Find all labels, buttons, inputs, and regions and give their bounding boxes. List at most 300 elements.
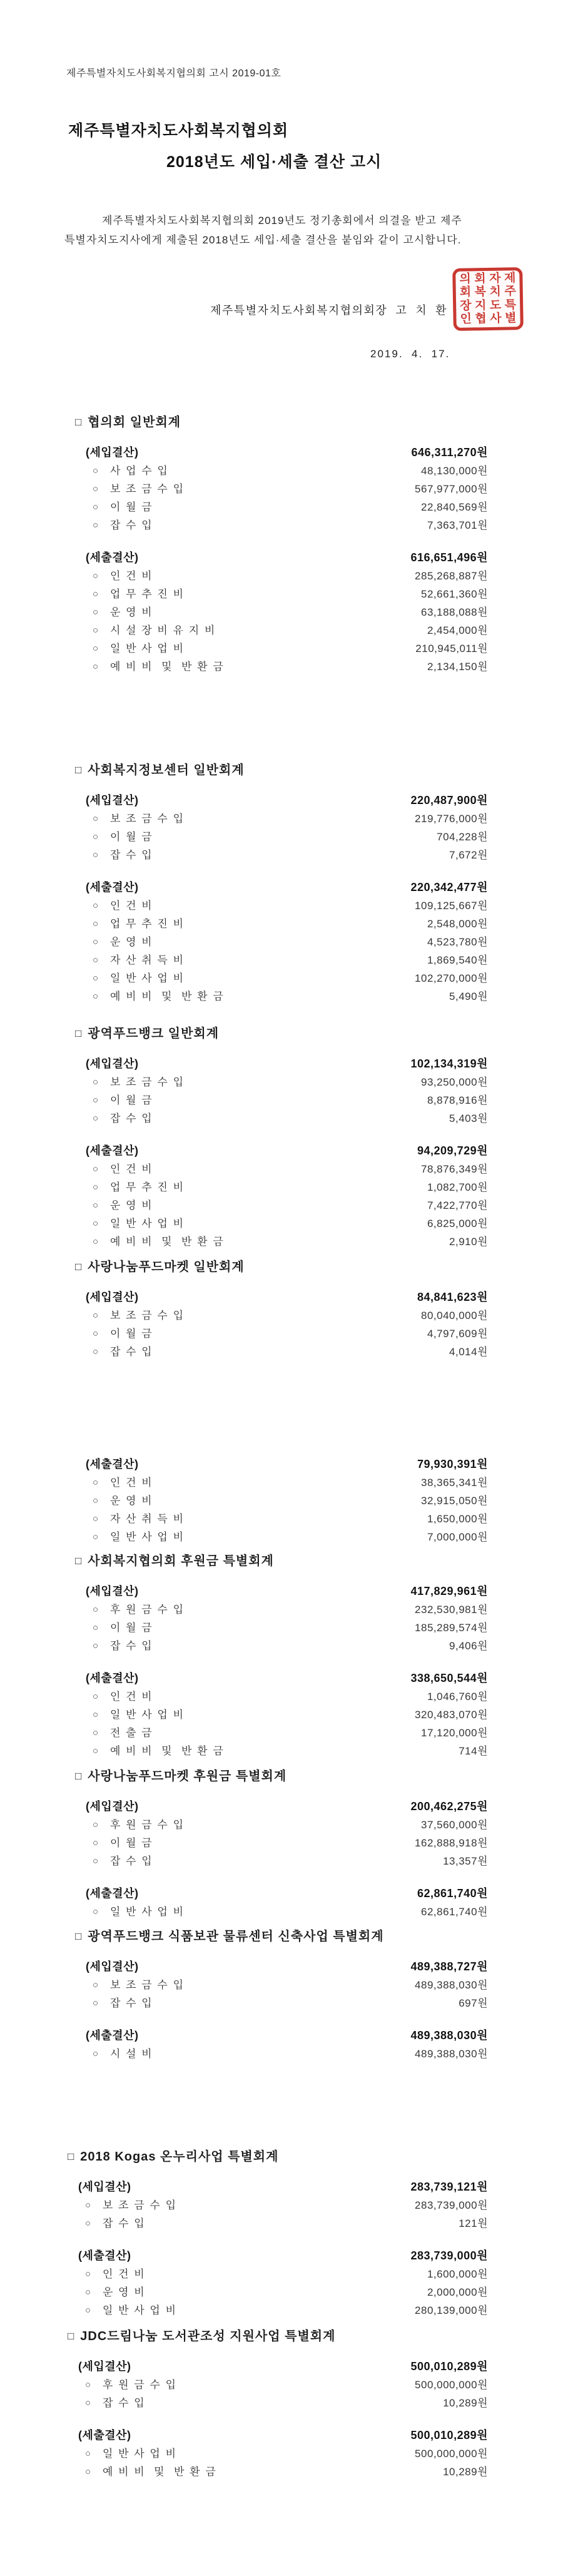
line-item-value: 2,548,000원: [427, 918, 488, 930]
line-item-row: [86, 951, 488, 969]
settlement-block-header: [78, 2426, 488, 2445]
settlement-block-total: 283,739,121원: [410, 2181, 488, 2193]
circle-bullet-icon: ○: [93, 1477, 99, 1488]
settlement-block-header: [86, 791, 488, 810]
line-item-label: 인 건 비: [110, 570, 153, 582]
line-item-label: 잡 수 입: [110, 519, 153, 531]
section-title: [75, 1769, 488, 1784]
line-item-value: 62,861,740원: [420, 1906, 488, 1918]
line-item-value: 704,228원: [437, 831, 488, 843]
line-item-row: [86, 987, 488, 1005]
circle-bullet-icon: ○: [93, 900, 99, 911]
section-title: [75, 1026, 488, 1042]
line-item-row: [78, 2196, 488, 2214]
line-item-row: [86, 1528, 488, 1546]
body-paragraph-line-1: 제주특별자치도사회복지협의회 2019년도 정기총회에서 의결을 받고 제주: [102, 215, 462, 227]
line-item-label: 보 조 금 수 입: [110, 813, 185, 825]
line-item-row: [78, 2265, 488, 2283]
line-item-row: [78, 2376, 488, 2394]
settlement-block: [75, 791, 488, 864]
settlement-block: [75, 548, 488, 676]
line-item-row: [86, 810, 488, 828]
line-item-label: 잡 수 입: [103, 2217, 146, 2229]
square-bullet-icon: □: [75, 1770, 83, 1782]
settlement-block-header: [86, 1884, 488, 1903]
seal-column: [504, 272, 517, 325]
circle-bullet-icon: ○: [93, 1236, 99, 1247]
line-item-value: 63,188,088원: [420, 606, 488, 618]
line-item-value: 2,910원: [449, 1236, 488, 1248]
settlement-block: [75, 443, 488, 534]
line-item-value: 283,739,000원: [415, 2199, 488, 2211]
section-title: [68, 2149, 488, 2165]
line-item-value: 1,650,000원: [427, 1513, 488, 1525]
line-item-row: [86, 1510, 488, 1528]
circle-bullet-icon: ○: [93, 1746, 99, 1756]
line-item-label: 예 비 비 및 반 환 금: [110, 1745, 225, 1757]
settlement-block-total: 220,487,900원: [410, 794, 488, 807]
settlement-block-label: (세출결산): [78, 2249, 131, 2262]
settlement-block-total: 417,829,961원: [410, 1585, 488, 1597]
section-title: [75, 415, 488, 430]
page-title: 2018년도 세입·세출 결산 고시: [166, 153, 382, 171]
account-section-council-general: [75, 415, 488, 676]
line-item-label: 일 반 사 업 비: [103, 2304, 178, 2316]
section-title: [75, 763, 488, 778]
settlement-block-label: (세입결산): [86, 1291, 139, 1303]
line-item-value: 697원: [459, 1997, 488, 2009]
line-item-value: 10,289원: [443, 2466, 488, 2478]
settlement-block: [75, 1884, 488, 1921]
line-item-label: 인 건 비: [110, 1691, 153, 1703]
line-item-label: 이 월 금: [110, 1837, 153, 1849]
settlement-block-header: [86, 1582, 488, 1601]
line-item-label: 일 반 사 업 비: [110, 1218, 185, 1229]
seal-character: 장: [460, 299, 472, 313]
settlement-block: [75, 1669, 488, 1760]
settlement-block-total: 102,134,319원: [410, 1057, 488, 1070]
line-item-label: 인 건 비: [110, 1477, 153, 1489]
line-item-value: 78,876,349원: [420, 1163, 488, 1175]
square-bullet-icon: □: [75, 1555, 83, 1567]
line-item-value: 210,945,011원: [415, 643, 488, 654]
line-item-value: 280,139,000원: [415, 2304, 488, 2316]
seal-character: 사: [490, 312, 502, 325]
line-item-value: 219,776,000원: [415, 813, 488, 825]
account-section-council-donation-special: [75, 1554, 488, 1760]
section-title-label: 2018 Kogas 온누리사업 특별회계: [80, 2150, 279, 2164]
square-bullet-icon: □: [75, 1261, 83, 1273]
settlement-block-header: [86, 1288, 488, 1306]
line-item-label: 전 출 금: [110, 1727, 153, 1739]
line-item-row: [86, 1816, 488, 1834]
circle-bullet-icon: ○: [93, 1691, 99, 1702]
line-item-label: 자 산 취 득 비: [110, 1513, 185, 1525]
line-item-label: 보 조 금 수 입: [110, 483, 185, 495]
settlement-block-total: 200,462,275원: [410, 1800, 488, 1813]
announcement-date: 2019. 4. 17.: [370, 348, 450, 360]
line-item-label: 보 조 금 수 입: [103, 2199, 178, 2211]
settlement-block-label: (세출결산): [86, 1458, 139, 1470]
line-item-row: [86, 1109, 488, 1128]
line-item-label: 시 설 비: [110, 2048, 153, 2060]
line-item-value: 1,082,700원: [427, 1181, 488, 1193]
line-item-value: 5,403원: [449, 1112, 488, 1124]
line-item-row: [86, 828, 488, 846]
circle-bullet-icon: ○: [93, 1980, 99, 1990]
settlement-block-header: [78, 2246, 488, 2265]
circle-bullet-icon: ○: [93, 832, 99, 842]
line-item-label: 인 건 비: [110, 900, 153, 912]
line-item-label: 시 설 장 비 유 지 비: [110, 624, 216, 636]
circle-bullet-icon: ○: [93, 607, 99, 618]
line-item-label: 인 건 비: [103, 2268, 146, 2280]
line-item-row: [86, 621, 488, 639]
settlement-block-label: (세출결산): [86, 1144, 139, 1157]
line-item-value: 489,388,030원: [415, 1979, 488, 1991]
settlement-block-label: (세입결산): [78, 2181, 131, 2193]
line-item-row: [86, 2045, 488, 2063]
line-item-value: 37,560,000원: [420, 1819, 488, 1831]
line-item-row: [86, 933, 488, 951]
circle-bullet-icon: ○: [93, 1856, 99, 1866]
circle-bullet-icon: ○: [93, 520, 99, 531]
section-title-label: 광역푸드뱅크 식품보관 물류센터 신축사업 특별회계: [88, 1930, 384, 1943]
seal-character: 지: [474, 298, 487, 313]
line-item-row: [86, 1619, 488, 1637]
line-item-value: 7,363,701원: [427, 519, 488, 531]
square-bullet-icon: □: [68, 2151, 75, 2162]
circle-bullet-icon: ○: [93, 1182, 99, 1193]
line-item-value: 8,878,916원: [427, 1094, 488, 1106]
line-item-label: 이 월 금: [110, 831, 153, 843]
circle-bullet-icon: ○: [93, 991, 99, 1002]
line-item-value: 320,483,070원: [415, 1709, 488, 1721]
section-title-label: 사회복지정보센터 일반회계: [88, 763, 245, 777]
line-item-label: 일 반 사 업 비: [110, 1531, 185, 1543]
settlement-block: [75, 1582, 488, 1655]
circle-bullet-icon: ○: [93, 1820, 99, 1830]
line-item-row: [86, 658, 488, 676]
line-item-label: 후 원 금 수 입: [110, 1819, 185, 1831]
line-item-value: 4,523,780원: [427, 936, 488, 948]
settlement-block: [68, 2357, 488, 2412]
line-item-row: [86, 1637, 488, 1655]
line-item-label: 이 월 금: [110, 1622, 153, 1634]
line-item-row: [86, 969, 488, 987]
line-item-row: [78, 2463, 488, 2481]
section-title-label: 사랑나눔푸드마켓 후원금 특별회계: [88, 1769, 287, 1783]
settlement-block-header: [78, 2357, 488, 2376]
settlement-block-total: 283,739,000원: [410, 2249, 488, 2262]
seal-character: 치: [489, 285, 502, 299]
line-item-label: 예 비 비 및 반 환 금: [103, 2466, 217, 2478]
settlement-block-label: (세출결산): [86, 2029, 139, 2042]
settlement-block-label: (세출결산): [86, 551, 139, 564]
settlement-block-header: [86, 1141, 488, 1160]
settlement-block-header: [86, 1455, 488, 1474]
line-item-row: [78, 2283, 488, 2301]
line-item-value: 80,040,000원: [420, 1310, 488, 1321]
circle-bullet-icon: ○: [93, 1164, 99, 1174]
line-item-row: [86, 1343, 488, 1361]
line-item-row: [78, 2214, 488, 2232]
line-item-label: 자 산 취 득 비: [110, 954, 185, 966]
line-item-row: [86, 897, 488, 915]
settlement-block-total: 62,861,740원: [417, 1887, 488, 1900]
line-item-value: 2,454,000원: [427, 624, 488, 636]
settlement-block-total: 94,209,729원: [417, 1144, 488, 1157]
line-item-value: 285,268,887원: [415, 570, 488, 582]
line-item-value: 52,661,360원: [420, 588, 488, 600]
circle-bullet-icon: ○: [93, 955, 99, 965]
circle-bullet-icon: ○: [93, 1218, 99, 1229]
circle-bullet-icon: ○: [93, 589, 99, 599]
circle-bullet-icon: ○: [93, 813, 99, 824]
settlement-block-total: 500,010,289원: [410, 2429, 488, 2441]
settlement-block-total: 500,010,289원: [410, 2360, 488, 2373]
line-item-label: 업 무 추 진 비: [110, 1181, 185, 1193]
line-item-label: 일 반 사 업 비: [110, 643, 185, 654]
line-item-row: [86, 1474, 488, 1492]
account-section-jdc-special: [68, 2329, 488, 2481]
settlement-block: [75, 878, 488, 1005]
line-item-value: 1,600,000원: [427, 2268, 488, 2280]
line-item-value: 17,120,000원: [420, 1727, 488, 1739]
seal-character: 도: [489, 298, 502, 312]
settlement-block: [68, 2246, 488, 2319]
seal-character: 회: [459, 285, 472, 300]
line-item-value: 7,672원: [449, 849, 488, 861]
line-item-value: 22,840,569원: [420, 501, 488, 513]
line-item-label: 후 원 금 수 입: [103, 2379, 178, 2391]
line-item-value: 1,869,540원: [427, 954, 488, 966]
line-item-label: 보 조 금 수 입: [110, 1076, 185, 1088]
section-title-label: 광역푸드뱅크 일반회계: [88, 1027, 220, 1041]
line-item-row: [86, 846, 488, 864]
circle-bullet-icon: ○: [93, 643, 99, 654]
line-item-label: 잡 수 입: [110, 1346, 153, 1358]
line-item-row: [86, 1852, 488, 1870]
circle-bullet-icon: ○: [93, 1604, 99, 1615]
circle-bullet-icon: ○: [93, 466, 99, 476]
line-item-label: 운 영 비: [110, 606, 153, 618]
settlement-block-header: [78, 2177, 488, 2196]
line-item-label: 사 업 수 입: [110, 465, 169, 477]
circle-bullet-icon: ○: [93, 1113, 99, 1124]
square-bullet-icon: □: [75, 1930, 83, 1942]
line-item-label: 예 비 비 및 반 환 금: [110, 990, 225, 1002]
circle-bullet-icon: ○: [93, 1838, 99, 1848]
settlement-block-label: (세입결산): [86, 446, 139, 459]
line-item-row: [86, 480, 488, 498]
line-item-value: 2,134,150원: [427, 661, 488, 673]
settlement-block-header: [86, 1957, 488, 1976]
settlement-block: [75, 1288, 488, 1361]
line-item-row: [86, 516, 488, 534]
section-title: [75, 1260, 488, 1275]
seal-character: 특: [504, 298, 517, 312]
line-item-label: 운 영 비: [110, 936, 153, 948]
square-bullet-icon: □: [75, 764, 83, 776]
line-item-row: [86, 1706, 488, 1724]
line-item-row: [78, 2394, 488, 2412]
section-title: [75, 1929, 488, 1945]
line-item-value: 162,888,918원: [415, 1837, 488, 1849]
line-item-row: [86, 1306, 488, 1325]
circle-bullet-icon: ○: [93, 1200, 99, 1211]
line-item-value: 5,490원: [449, 990, 488, 1002]
line-item-label: 잡 수 입: [110, 1640, 153, 1652]
circle-bullet-icon: ○: [85, 2380, 91, 2390]
settlement-block: [75, 1054, 488, 1128]
circle-bullet-icon: ○: [93, 1095, 99, 1106]
settlement-block-label: (세입결산): [86, 1800, 139, 1813]
circle-bullet-icon: ○: [93, 1728, 99, 1738]
settlement-block: [75, 1141, 488, 1251]
circle-bullet-icon: ○: [93, 1328, 99, 1339]
line-item-label: 운 영 비: [103, 2286, 146, 2298]
settlement-block-label: (세입결산): [86, 794, 139, 807]
line-item-value: 489,388,030원: [415, 2048, 488, 2060]
section-title: [68, 2329, 488, 2344]
line-item-value: 500,000,000원: [415, 2379, 488, 2391]
line-item-value: 185,289,574원: [415, 1622, 488, 1634]
circle-bullet-icon: ○: [93, 1641, 99, 1651]
line-item-row: [86, 462, 488, 480]
circle-bullet-icon: ○: [93, 1347, 99, 1357]
line-item-row: [86, 915, 488, 933]
line-item-row: [86, 1091, 488, 1109]
settlement-block: [75, 2026, 488, 2063]
line-item-value: 32,915,050원: [420, 1495, 488, 1507]
settlement-block-total: 338,650,544원: [410, 1672, 488, 1684]
line-item-label: 이 월 금: [110, 1094, 153, 1106]
organization-title: 제주특별자치도사회복지협의회: [68, 122, 289, 140]
section-title-label: JDC드림나눔 도서관조성 지원사업 특별회계: [80, 2329, 336, 2343]
seal-character: 복: [474, 285, 487, 299]
settlement-block-label: (세입결산): [86, 1585, 139, 1597]
signer-line: 제주특별자치도사회복지협의회장 고 치 환: [210, 304, 447, 317]
line-item-value: 6,825,000원: [427, 1218, 488, 1229]
seal-character: 별: [504, 312, 517, 325]
circle-bullet-icon: ○: [93, 1310, 99, 1321]
line-item-label: 후 원 금 수 입: [110, 1604, 185, 1616]
line-item-row: [86, 639, 488, 658]
line-item-row: [86, 1492, 488, 1510]
notice-number: 제주특별자치도사회복지협의회 고시 2019-01호: [66, 68, 282, 79]
line-item-value: 4,014원: [449, 1346, 488, 1358]
line-item-label: 업 무 추 진 비: [110, 918, 185, 930]
seal-character: 제: [504, 272, 516, 285]
line-item-row: [86, 498, 488, 516]
seal-column: [489, 273, 502, 325]
settlement-block-total: 489,388,030원: [410, 2029, 488, 2042]
settlement-block-header: [86, 1669, 488, 1688]
line-item-label: 업 무 추 진 비: [110, 588, 185, 600]
line-item-value: 4,797,609원: [427, 1328, 488, 1340]
line-item-label: 잡 수 입: [110, 1855, 153, 1867]
line-item-row: [86, 1742, 488, 1760]
settlement-block: [75, 1455, 488, 1546]
line-item-label: 잡 수 입: [110, 849, 153, 861]
circle-bullet-icon: ○: [93, 1495, 99, 1506]
seal-column: [474, 273, 487, 325]
circle-bullet-icon: ○: [93, 850, 99, 860]
circle-bullet-icon: ○: [85, 2448, 91, 2459]
line-item-row: [86, 1903, 488, 1921]
circle-bullet-icon: ○: [93, 502, 99, 512]
line-item-label: 인 건 비: [110, 1163, 153, 1175]
seal-character: 협: [475, 312, 487, 326]
circle-bullet-icon: ○: [85, 2218, 91, 2229]
line-item-row: [86, 1214, 488, 1233]
settlement-block-header: [86, 2026, 488, 2045]
circle-bullet-icon: ○: [93, 1622, 99, 1633]
section-title-label: 사랑나눔푸드마켓 일반회계: [88, 1260, 245, 1274]
line-item-row: [86, 1994, 488, 2012]
settlement-block-label: (세입결산): [86, 1960, 139, 1973]
seal-character: 회: [474, 272, 486, 286]
seal-character: 자: [489, 272, 501, 285]
settlement-block-total: 79,930,391원: [417, 1458, 488, 1470]
line-item-value: 567,977,000원: [415, 483, 488, 495]
circle-bullet-icon: ○: [93, 919, 99, 929]
settlement-block: [75, 1957, 488, 2012]
line-item-row: [86, 1073, 488, 1091]
official-seal-stamp: [452, 267, 524, 331]
circle-bullet-icon: ○: [93, 661, 99, 672]
line-item-row: [86, 1178, 488, 1196]
line-item-value: 10,289원: [443, 2397, 488, 2409]
settlement-block-total: 646,311,270원: [411, 446, 488, 459]
account-section-welfare-info-center-general: [75, 763, 488, 1005]
settlement-block-header: [86, 443, 488, 462]
line-item-row: [86, 1160, 488, 1178]
line-item-value: 714원: [459, 1745, 488, 1757]
circle-bullet-icon: ○: [93, 2049, 99, 2059]
circle-bullet-icon: ○: [85, 2305, 91, 2316]
line-item-value: 48,130,000원: [420, 465, 488, 477]
settlement-block-total: 84,841,623원: [417, 1291, 488, 1303]
line-item-label: 일 반 사 업 비: [103, 2448, 178, 2460]
section-title-label: 사회복지협의회 후원금 특별회계: [88, 1554, 274, 1568]
circle-bullet-icon: ○: [93, 484, 99, 494]
circle-bullet-icon: ○: [93, 625, 99, 636]
line-item-value: 232,530,981원: [415, 1604, 488, 1616]
line-item-label: 예 비 비 및 반 환 금: [110, 661, 225, 673]
circle-bullet-icon: ○: [93, 571, 99, 581]
line-item-row: [78, 2301, 488, 2319]
circle-bullet-icon: ○: [93, 973, 99, 984]
circle-bullet-icon: ○: [93, 937, 99, 947]
settlement-block-label: (세출결산): [78, 2429, 131, 2441]
line-item-row: [86, 1325, 488, 1343]
section-title-label: 협의회 일반회계: [88, 415, 181, 429]
settlement-block-header: [86, 548, 488, 567]
line-item-value: 7,422,770원: [427, 1199, 488, 1211]
settlement-block-total: 616,651,496원: [410, 551, 488, 564]
square-bullet-icon: □: [75, 1027, 83, 1039]
circle-bullet-icon: ○: [93, 1077, 99, 1087]
settlement-block-header: [86, 878, 488, 897]
line-item-value: 38,365,341원: [420, 1477, 488, 1489]
line-item-value: 2,000,000원: [427, 2286, 488, 2298]
account-section-foodmarket-donation-special: [75, 1769, 488, 1921]
line-item-value: 93,250,000원: [420, 1076, 488, 1088]
line-item-label: 예 비 비 및 반 환 금: [110, 1236, 225, 1248]
line-item-label: 일 반 사 업 비: [110, 1906, 185, 1918]
